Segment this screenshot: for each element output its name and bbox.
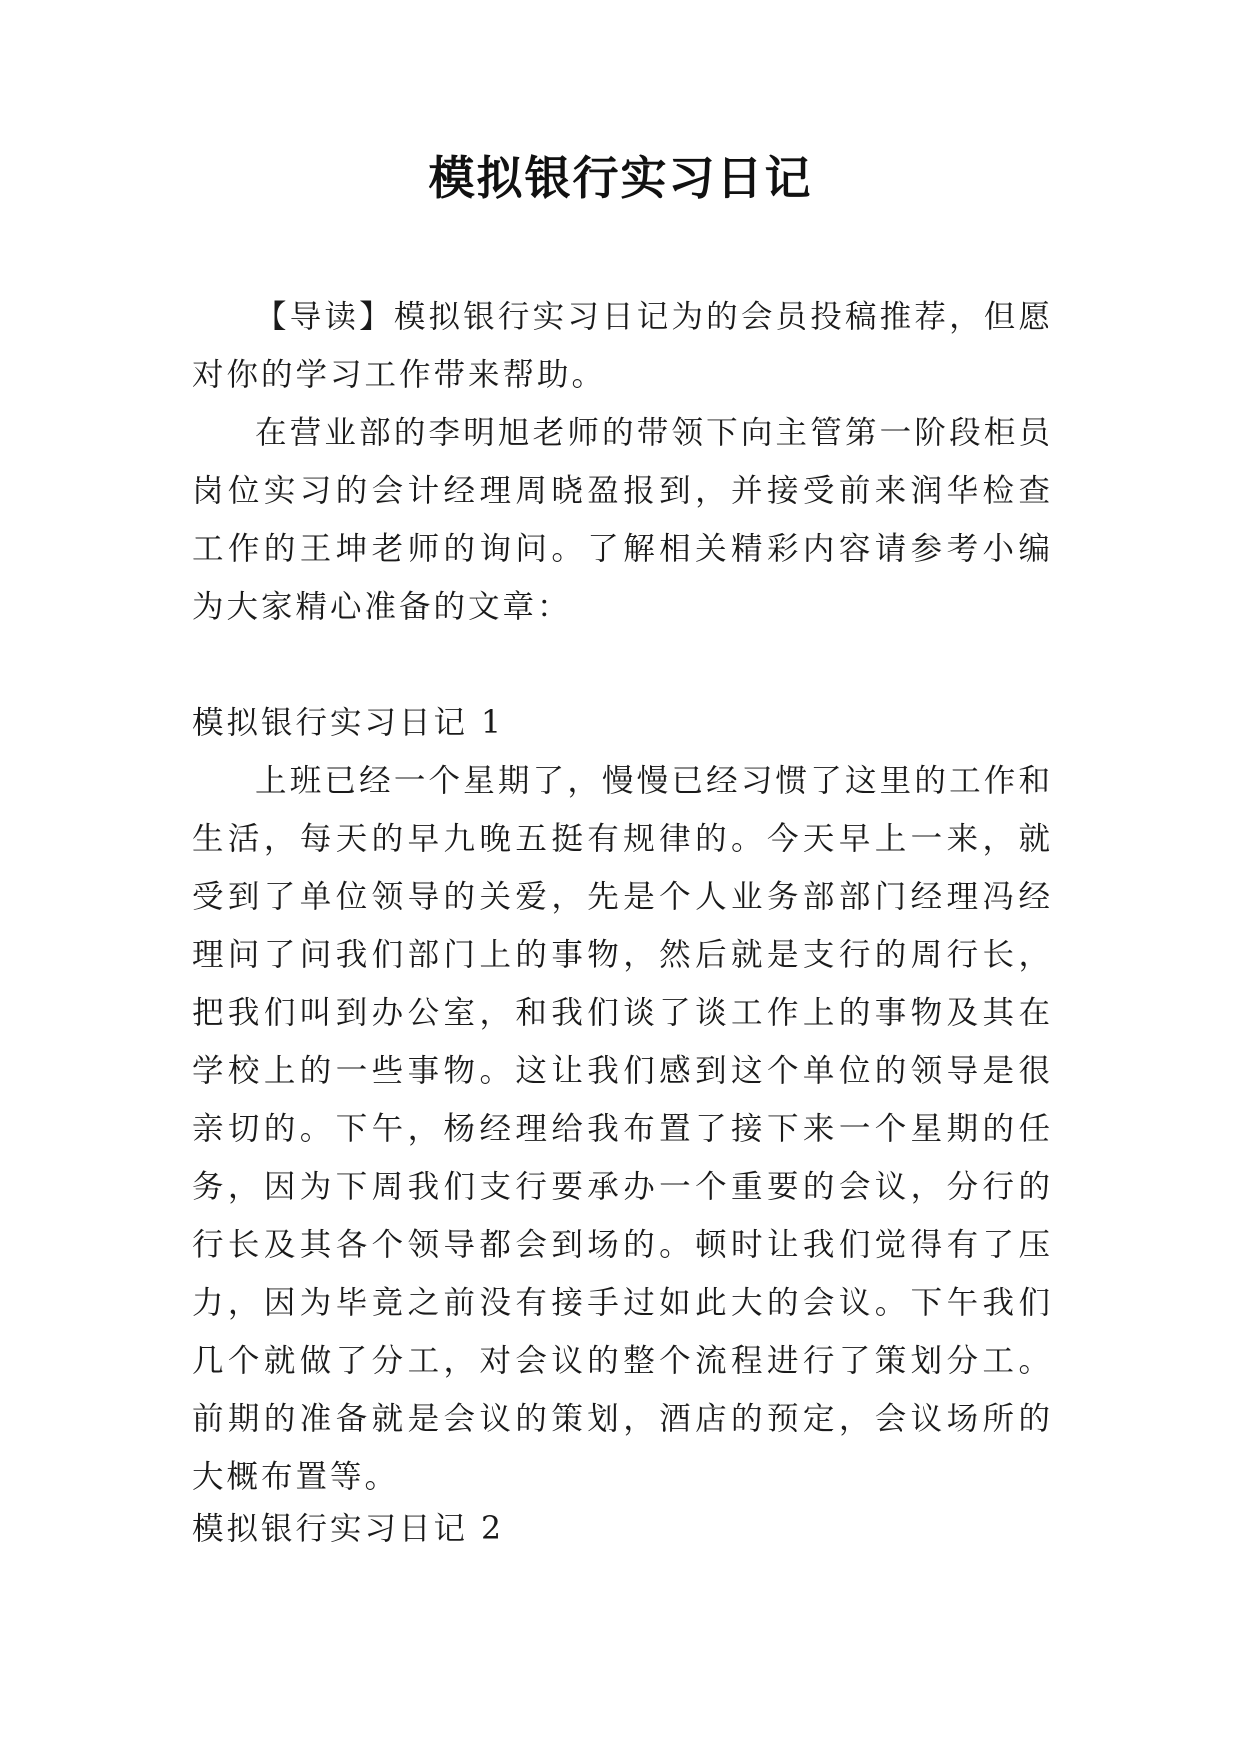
section-1-heading-block xyxy=(192,694,1053,752)
section-1-body-block xyxy=(192,752,1053,1506)
section-2-heading-block xyxy=(192,1500,1053,1558)
context-block xyxy=(192,404,1053,636)
section-heading: 模拟银行实习日记 2 xyxy=(192,1511,505,1547)
document-title: 模拟银行实习日记 xyxy=(428,151,813,205)
section-paragraph: 上班已经一个星期了，慢慢已经习惯了这里的工作和生活，每天的早九晚五挺有规律的。今天早上一来，就受到了单位领导的关爱，先是个人业务部部门经理冯经理问了问我们部门上的事物，然后就是支行的周行长，把我们叫到办公室，和我们谈了谈工作上的事物及其在学校上的一些事物。这让我们感到这个单位的领导是很亲切的。下午，杨经理给我布置了接下来一个星期的任务，因为下周我们支行要承办一个重要的会议，分行的行长及其各个领导都会到场的。顿时让我们觉得有了压力，因为毕竟之前没有接手过如此大的会议。下午我们几个就做了分工，对会议的整个流程进行了策划分工。前期的准备就是会议的策划，酒店的预定，会议场所的大概布置等。 xyxy=(192,763,1053,1495)
intro-block xyxy=(192,288,1053,404)
intro-paragraph: 【导读】模拟银行实习日记为的会员投稿推荐，但愿对你的学习工作带来帮助。 xyxy=(192,299,1053,393)
section-heading: 模拟银行实习日记 1 xyxy=(192,705,505,741)
context-paragraph: 在营业部的李明旭老师的带领下向主管第一阶段柜员岗位实习的会计经理周晓盈报到，并接受前来润华检查工作的王坤老师的询问。了解相关精彩内容请参考小编为大家精心准备的文章： xyxy=(192,415,1053,625)
